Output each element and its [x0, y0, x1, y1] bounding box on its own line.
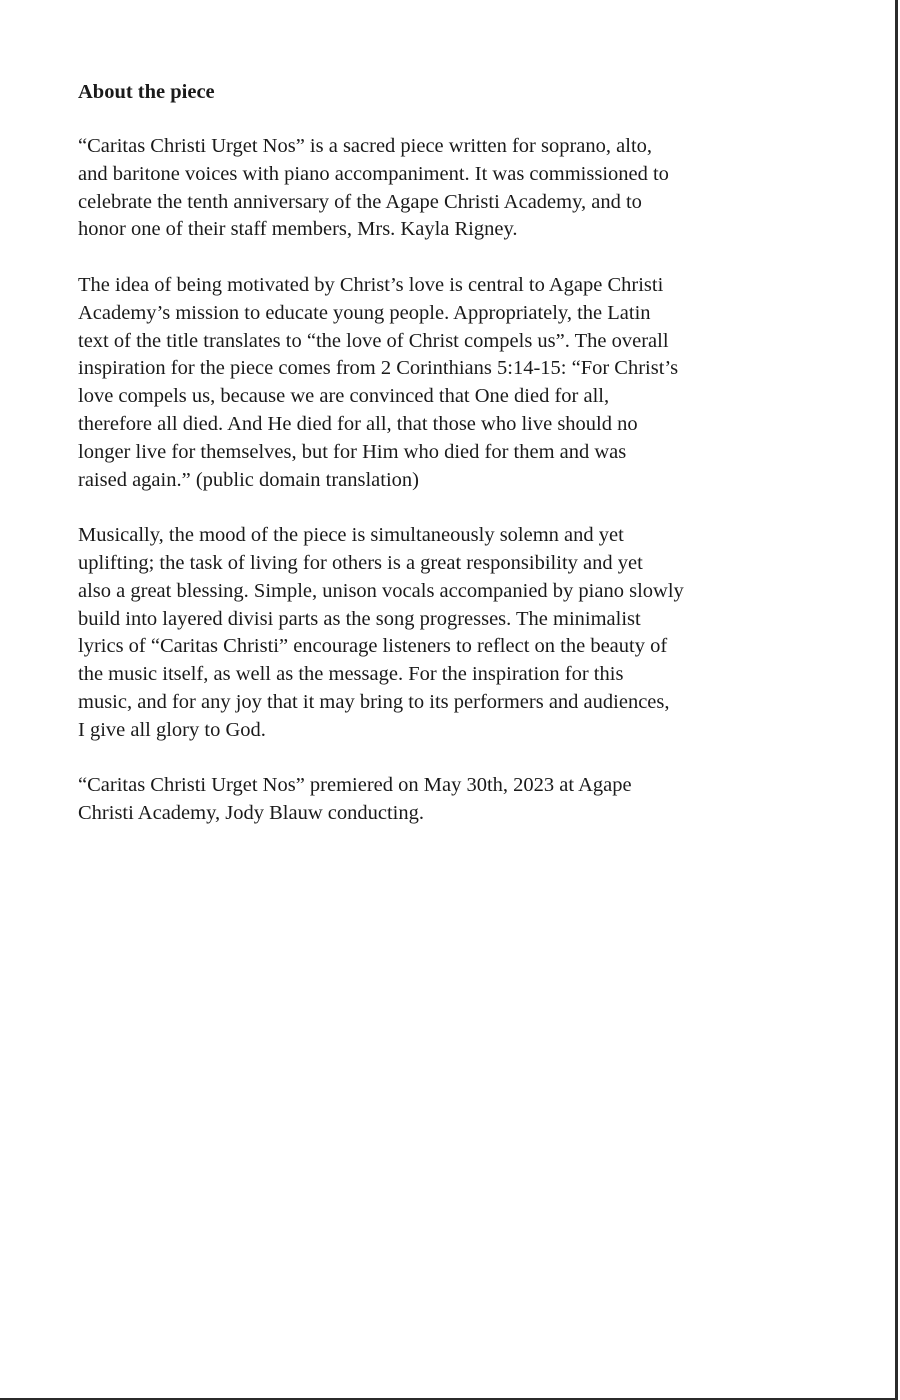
section-heading: About the piece: [78, 81, 215, 103]
paragraph-inspiration: [78, 272, 823, 494]
text-line: longer live for themselves, but for Him who died for them and was: [78, 440, 627, 463]
text-line: Academy’s mission to educate young people. Appropriately, the Latin: [78, 301, 651, 324]
paragraph-musical-description: [78, 522, 823, 744]
text-line: the music itself, as well as the message. For the inspiration for this: [78, 663, 624, 686]
text-line: uplifting; the task of living for others is a great responsibility and yet: [78, 551, 643, 574]
text-line: love compels us, because we are convinced that One died for all,: [78, 385, 610, 408]
text-line: “Caritas Christi Urget Nos” is a sacred piece written for soprano, alto,: [78, 135, 653, 157]
text-line: inspiration for the piece comes from 2 Corinthians 5:14-15: “For Christ’s: [78, 357, 679, 380]
text-line: Christi Academy, Jody Blauw conducting.: [78, 802, 424, 825]
text-line: and baritone voices with piano accompaniment. It was commissioned to: [78, 162, 669, 185]
text-line: The idea of being motivated by Christ’s love is central to Agape Christi: [78, 273, 664, 296]
text-line: lyrics of “Caritas Christi” encourage listeners to reflect on the beauty of: [78, 635, 668, 658]
paragraph-introduction: [78, 133, 823, 244]
text-line: build into layered divisi parts as the song progresses. The minimalist: [78, 607, 641, 630]
text-line: I give all glory to God.: [78, 718, 266, 741]
text-line: text of the title translates to “the love of Christ compels us”. The overall: [78, 329, 669, 352]
paragraph-premiere: [78, 772, 823, 828]
document-body: [78, 78, 823, 856]
text-line: raised again.” (public domain translation): [78, 468, 419, 491]
text-line: therefore all died. And He died for all, that those who live should no: [78, 412, 638, 435]
text-line: also a great blessing. Simple, unison vocals accompanied by piano slowly: [78, 579, 684, 602]
text-line: Musically, the mood of the piece is simultaneously solemn and yet: [78, 524, 624, 547]
text-line: “Caritas Christi Urget Nos” premiered on May 30th, 2023 at Agape: [78, 774, 632, 797]
text-line: music, and for any joy that it may bring to its performers and audiences,: [78, 690, 670, 713]
text-line: honor one of their staff members, Mrs. Kayla Rigney.: [78, 218, 518, 241]
text-line: celebrate the tenth anniversary of the Agape Christi Academy, and to: [78, 190, 642, 213]
